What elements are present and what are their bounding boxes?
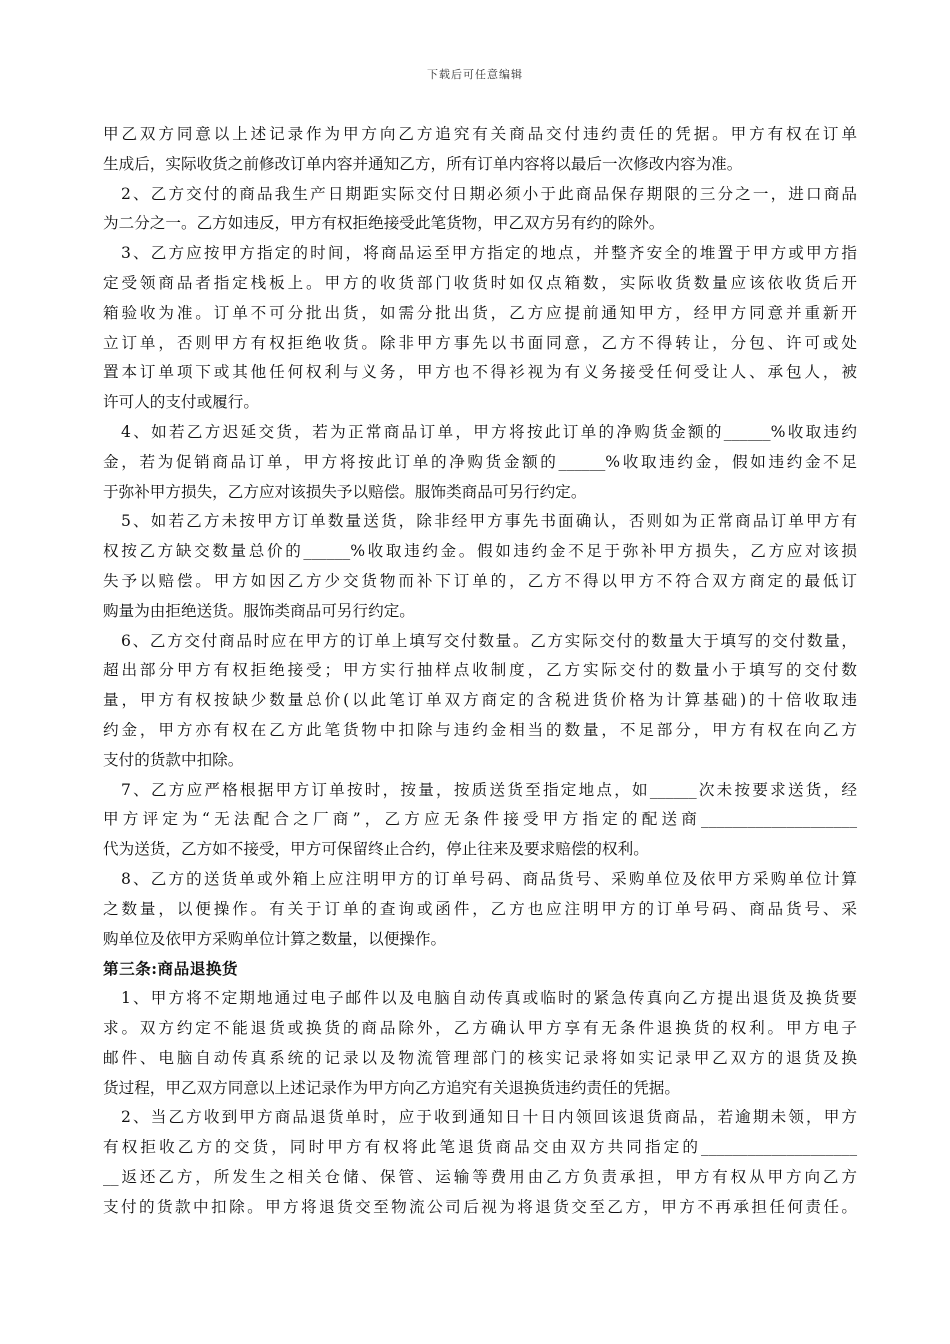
section-line: __返还乙方，所发生之相关仓储、保管、运输等费用由乙方负责承担，甲方有权从甲方向乙方 xyxy=(103,1167,857,1186)
clause-6-line: 6、乙方交付商品时应在甲方的订单上填写交付数量。乙方实际交付的数量大于填写的交付数量， xyxy=(121,631,857,650)
section-clause-1-line: 1、甲方将不定期地通过电子邮件以及电脑自动传真或临时的紧急传真向乙方提出退货及换货要 xyxy=(121,989,857,1008)
body-line: 购量为由拒绝送货。服饰类商品可另行约定。 xyxy=(103,601,415,620)
body-line: 失予以赔偿。甲方如因乙方少交货物而补下订单的，乙方不得以甲方不符合双方商定的最低订 xyxy=(103,571,857,590)
body-line: 置本订单项下或其他任何权利与义务，甲方也不得衫视为有义务接受任何受让人、承包人，被 xyxy=(103,363,857,382)
body-line: 为二分之一。乙方如违反，甲方有权拒绝接受此笔货物，甲乙双方另有约的除外。 xyxy=(103,214,665,233)
body-line: 支付的货款中扣除。 xyxy=(103,750,244,769)
section-line: 有权拒收乙方的交货，同时甲方有权将此笔退货商品交由双方共同指定的____________________ xyxy=(103,1138,857,1157)
clause-7-line: 7、乙方应严格根据甲方订单按时，按量，按质送货至指定地点，如______次未按要求送货，经 xyxy=(121,780,857,799)
body-line: 权按乙方缺交数量总价的______%收取违约金。假如违约金不足于弥补甲方损失，乙方应对该损 xyxy=(103,542,857,561)
clause-2-line: 2、乙方交付的商品我生产日期距实际交付日期必须小于此商品保存期限的三分之一，进口商品 xyxy=(121,184,857,203)
body-line: 约金，甲方亦有权在乙方此笔货物中扣除与违约金相当的数量，不足部分，甲方有权在向乙方 xyxy=(103,720,857,739)
clause-3-line: 3、乙方应按甲方指定的时间，将商品运至甲方指定的地点，并整齐安全的堆置于甲方或甲方指 xyxy=(121,244,857,263)
section-clause-2-line: 2、当乙方收到甲方商品退货单时，应于收到通知日十日内领回该退货商品，若逾期未领，甲方 xyxy=(121,1108,857,1127)
body-line: 之数量，以便操作。有关于订单的查询或函件，乙方也应注明甲方的订单号码、商品货号、采 xyxy=(103,899,857,918)
body-line: 定受领商品者指定栈板上。甲方的收货部门收货时如仅点箱数，实际收货数量应该依收货后开 xyxy=(103,273,857,292)
body-line: 甲方评定为“无法配合之厂商”，乙方应无条件接受甲方指定的配送商____________________ xyxy=(103,810,857,829)
section-heading: 第三条:商品退换货 xyxy=(103,959,239,979)
section-line: 邮件、电脑自动传真系统的记录以及物流管理部门的核实记录将如实记录甲乙双方的退货及换 xyxy=(103,1048,857,1067)
section-line: 货过程，甲乙双方同意以上述记录作为甲方向乙方追究有关退换货违约责任的凭据。 xyxy=(103,1078,680,1097)
body-line: 超出部分甲方有权拒绝接受；甲方实行抽样点收制度，乙方实际交付的数量小于填写的交付数 xyxy=(103,661,857,680)
body-line: 甲乙双方同意以上述记录作为甲方向乙方追究有关商品交付违约责任的凭据。甲方有权在订单 xyxy=(103,125,857,143)
body-line: 许可人的支付或履行。 xyxy=(103,393,259,412)
body-line: 代为送货，乙方如不接受，甲方可保留终止合约，停止往来及要求赔偿的权利。 xyxy=(103,840,649,859)
body-line: 购单位及依甲方采购单位计算之数量，以便操作。 xyxy=(103,929,447,948)
body-line: 立订单，否则甲方有权拒绝收货。除非甲方事先以书面同意，乙方不得转让，分包、许可或处 xyxy=(103,333,857,352)
section-line: 求。双方约定不能退货或换货的商品除外，乙方确认甲方享有无条件退换货的权利。甲方电子 xyxy=(103,1018,857,1037)
body-line: 金，若为促销商品订单，甲方将按此订单的净购货金额的______%收取违约金，假如违约金不足 xyxy=(103,452,857,471)
clause-5-line: 5、如若乙方未按甲方订单数量送货，除非经甲方事先书面确认，否则如为正常商品订单甲方有 xyxy=(121,512,857,531)
clause-8-line: 8、乙方的送货单或外箱上应注明甲方的订单号码、商品货号、采购单位及依甲方采购单位计算 xyxy=(121,869,857,888)
body-line: 量，甲方有权按缺少数量总价(以此笔订单双方商定的含税进货价格为计算基础)的十倍收取违 xyxy=(103,691,857,710)
clause-4-line: 4、如若乙方迟延交货，若为正常商品订单，甲方将按此订单的净购货金额的______%收取违约 xyxy=(121,422,857,441)
body-line: 生成后，实际收货之前修改订单内容并通知乙方，所有订单内容将以最后一次修改内容为准。 xyxy=(103,154,743,173)
body-line: 箱验收为准。订单不可分批出货，如需分批出货，乙方应提前通知甲方，经甲方同意并重新开 xyxy=(103,303,857,322)
section-line: 支付的货款中扣除。甲方将退货交至物流公司后视为将退货交至乙方，甲方不再承担任何责任。 xyxy=(103,1197,857,1216)
body-line: 于弥补甲方损失，乙方应对该损失予以赔偿。服饰类商品可另行约定。 xyxy=(103,482,587,501)
document-body xyxy=(103,120,857,1222)
page-header: 下载后可任意编辑 xyxy=(427,68,523,81)
